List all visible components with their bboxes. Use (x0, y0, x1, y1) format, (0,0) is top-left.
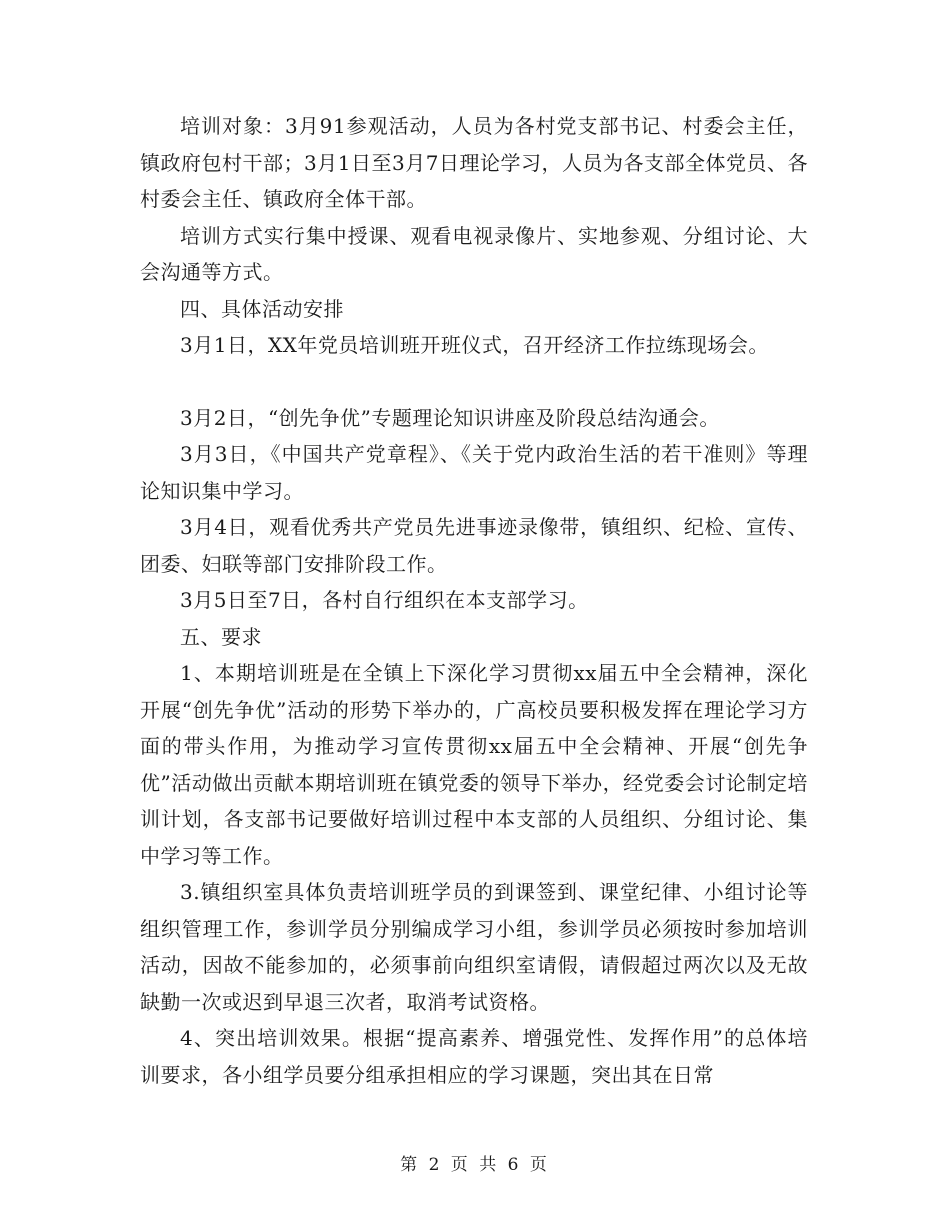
requirement-item-3: 3.镇组织室具体负责培训班学员的到课签到、课堂纪律、小组讨论等组织管理工作，参训学员分别编成学习小组，参训学员必须按时参加培训活动，因故不能参加的，必须事前向组织室请假，请假超过两次以及无故缺勤一次或迟到早退三次者，取消考试资格。 (140, 880, 808, 1014)
schedule-item-march-1: 3月1日，XX年党员培训班开班仪式，召开经济工作拉练现场会。 (180, 333, 769, 357)
schedule-item-march-5-7: 3月5日至7日，各村自行组织在本支部学习。 (180, 588, 589, 612)
schedule-item-march-3: 3月3日，《中国共产党章程》、《关于党内政治生活的若干准则》等理论知识集中学习。 (140, 442, 808, 503)
page-number-footer: 第 2 页 共 6 页 (400, 1155, 550, 1175)
requirement-item-4: 4、突出培训效果。根据“提高素养、增强党性、发挥作用”的总体培训要求，各小组学员要分组承担相应的学习课题，突出其在日常 (140, 1026, 808, 1087)
section-heading-requirements: 五、要求 (180, 624, 262, 649)
requirement-item-1: 1、本期培训班是在全镇上下深化学习贯彻xx届五中全会精神，深化开展“创先争优”活动的形势下举办的，广高校员要积极发挥在理论学习方面的带头作用，为推动学习宣传贯彻xx届五中全会精神、开展“创先争优”活动做出贡献本期培训班在镇党委的领导下举办，经党委会讨论制定培训计划，各支部书记要做好培训过程中本支部的人员组织、分组讨论、集中学习等工作。 (140, 661, 808, 868)
paragraph-training-targets: 培训对象：3月91参观活动，人员为各村党支部书记、村委会主任，镇政府包村干部；3月1日至3月7日理论学习，人员为各支部全体党员、各村委会主任、镇政府全体干部。 (140, 114, 808, 211)
document-body (140, 108, 808, 1093)
schedule-item-march-2: 3月2日，“创先争优”专题理论知识讲座及阶段总结沟通会。 (180, 405, 720, 430)
section-heading-activity-schedule: 四、具体活动安排 (180, 296, 344, 321)
schedule-item-march-4: 3月4日，观看优秀共产党员先进事迹录像带，镇组织、纪检、宣传、团委、妇联等部门安排阶段工作。 (140, 515, 808, 576)
paragraph-training-methods: 培训方式实行集中授课、观看电视录像片、实地参观、分组讨论、大会沟通等方式。 (140, 223, 808, 284)
